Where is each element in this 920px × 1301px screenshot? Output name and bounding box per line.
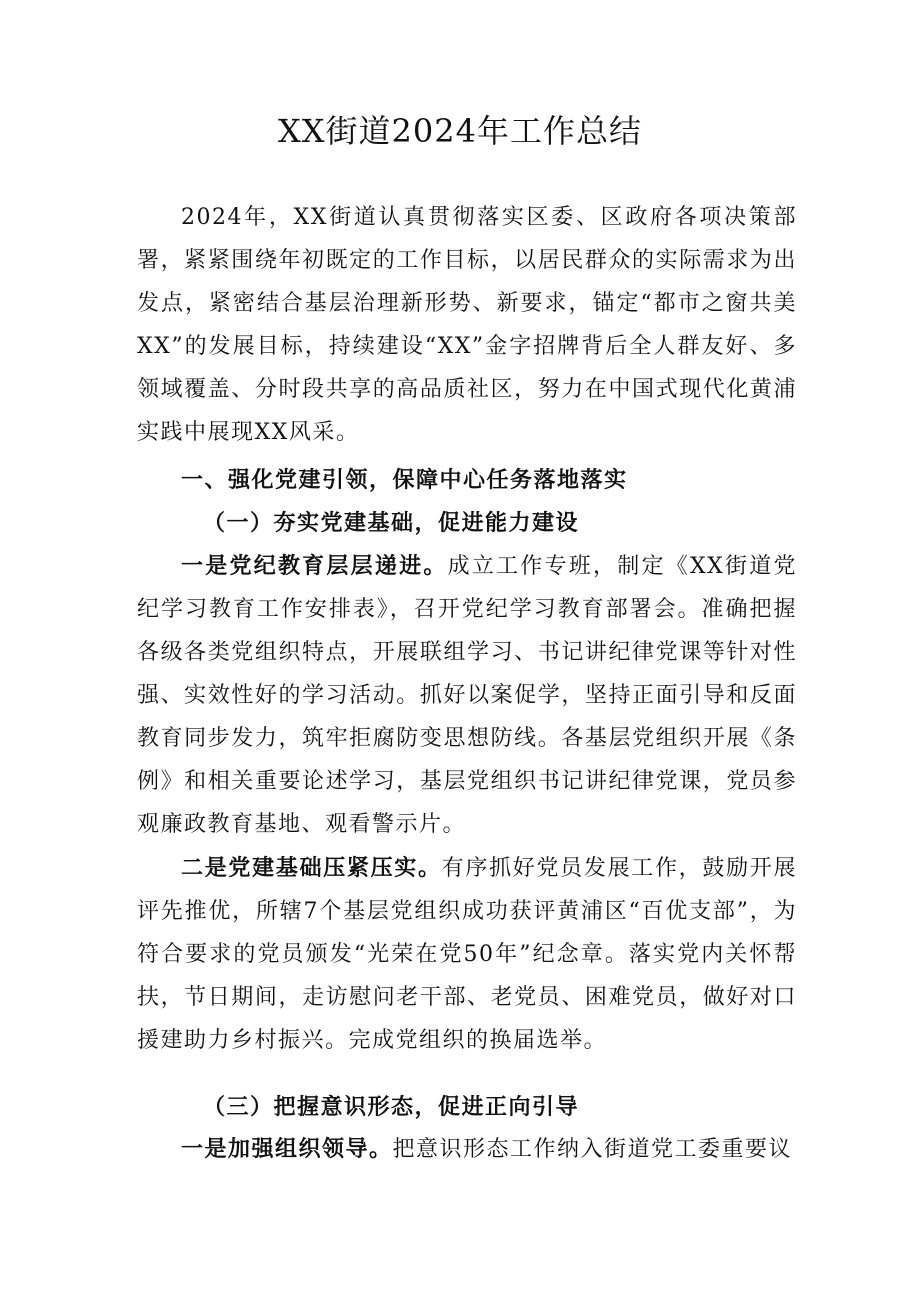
document-title: XX街道2024年工作总结 <box>277 112 642 150</box>
intro-paragraph: 2024年，XX街道认真贯彻落实区委、区政府各项决策部署，紧紧围绕年初既定的工作目标，以居民群众的实际需求为出发点，紧密结合基层治理新形势、新要求，锚定“都市之窗共美XX”的发展目标，持续建设“XX”金字招牌背后全人群友好、多领域覆盖、分时段共享的高品质社区，努力在中国式现代化黄浦实践中展现XX风采。 <box>137 205 797 445</box>
subsection-heading-3: （三）把握意识形态，促进正向引导 <box>203 1095 580 1120</box>
item-paragraph-3 <box>137 1128 797 1171</box>
item-paragraph-2 <box>137 847 797 1062</box>
item-body-3: 把意识形态工作纳入街道党工委重要议 <box>392 1137 793 1162</box>
item-body-2: 有序抓好党员发展工作，鼓励开展评先推优，所辖7个基层党组织成功获评黄浦区“百优支部”，为符合要求的党员颁发“光荣在党50年”纪念章。落实党内关怀帮扶，节日期间，走访慰问老干部、老党员、困难党员，做好对口援建助力乡村振兴。完成党组织的换届选举。 <box>137 856 797 1053</box>
section-heading-1: 一、强化党建引领，保障中心任务落地落实 <box>181 468 628 493</box>
subsection-heading-1: （一）夯实党建基础，促进能力建设 <box>203 511 580 536</box>
item-lead-3: 一是加强组织领导。 <box>181 1137 393 1162</box>
item-lead-2: 二是党建基础压紧压实。 <box>181 856 442 881</box>
item-body-1: 成立工作专班，制定《XX街道党纪学习教育工作安排表》，召开党纪学习教育部署会。准确把握各级各类党组织特点，开展联组学习、书记讲纪律党课等针对性强、实效性好的学习活动。抓好以案促学，坚持正面引导和反面教育同步发力，筑牢拒腐防变思想防线。各基层党组织开展《条例》和相关重要论述学习，基层党组织书记讲纪律党课，党员参观廉政教育基地、观看警示片。 <box>137 554 797 837</box>
item-paragraph-1 <box>137 545 797 846</box>
item-lead-1: 一是党纪教育层层递进。 <box>181 554 448 579</box>
